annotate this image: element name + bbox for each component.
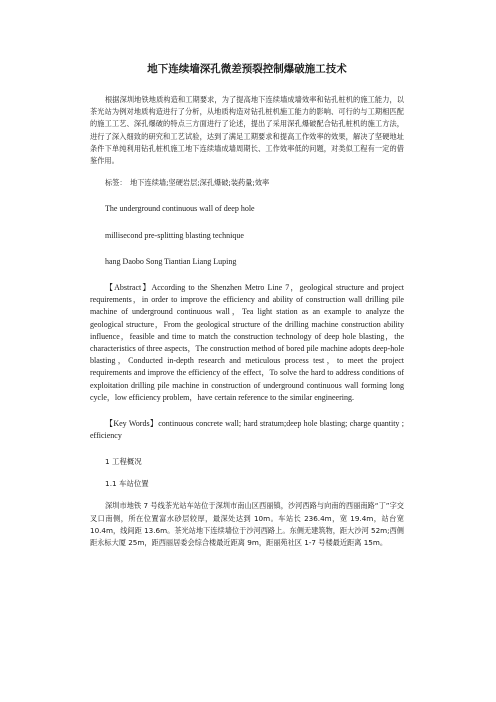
section-heading: 1 工程概况	[105, 457, 142, 467]
section-body: 深圳市地铁 7 号线茶光站车站位于深圳市南山区西丽镇，沙河西路与向南的西丽南路“丁”字交叉口南侧，所在位置富水砂层较厚，最深处达到 10m。车站长 236.4m，宽 19.4m，站台宽 10.4m，线间距 13.6m。茶光站地下连续墙位于沙河西路上。东侧无建筑物，距大沙河 52m;西侧距永标大厦 25m，距西丽居委会综合楼最近距离 9m，距丽苑社区 1-7 号楼最近距离 15m。	[90, 501, 404, 548]
abstract-english: 【Abstract】According to the Shenzhen Metro Line 7，geological structure and project requirements，in order to improve the efficiency and ability of construction wall drilling pile machine of underground continuous wall，Tea light station as an example to analyze the geological structure，From the geological structure of the drilling machine construction ability influence，feasible and time to match the construction technology of deep hole blasting，the characteristics of three aspects，The construction method of bored pile machine adopts deep-hole blasting，Conducted in-depth research and meticulous process test，to meet the project requirements and improve the efficiency of the effect，To solve the hard to address conditions of exploitation drilling pile machine in construction of underground continuous wall forming long cycle，low efficiency problem，have certain reference to the similar engineering.	[90, 283, 404, 402]
english-title-line-2: millisecond pre-splitting blasting technique	[105, 230, 244, 240]
document-page	[90, 62, 404, 549]
subsection-heading: 1.1 车站位置	[105, 479, 149, 489]
keywords-english: 【Key Words】continuous concrete wall; hard stratum;deep hole blasting; charge quantity ; efficiency	[90, 419, 404, 441]
english-title-line-1: The underground continuous wall of deep hole	[105, 204, 255, 214]
english-authors: hang Daobo Song Tiantian Liang Luping	[105, 256, 237, 266]
abstract-chinese: 根据深圳地铁地质构造和工期要求，为了提高地下连续墙成墙效率和钻孔桩机的施工能力，以茶光站为例对地质构造进行了分析，从地质构造对钻孔桩机施工能力的影响、可行的与工期相匹配的施工工艺、深孔爆破的特点三方面进行了论述，提出了采用深孔爆破配合钻孔桩机的施工方法，进行了深入细致的研究和工艺试验，达到了满足工期要求和提高工作效率的效果，解决了坚硬地址条件下单纯利用钻孔桩机施工地下连续墙成墙周期长、工作效率低的问题，对类似工程有一定的借鉴作用。	[90, 95, 404, 166]
keywords-chinese: 标签： 地下连续墙;坚硬岩层;深孔爆破;装药量;效率	[105, 178, 270, 188]
document-title: 地下连续墙深孔微差预裂控制爆破施工技术	[147, 63, 347, 75]
